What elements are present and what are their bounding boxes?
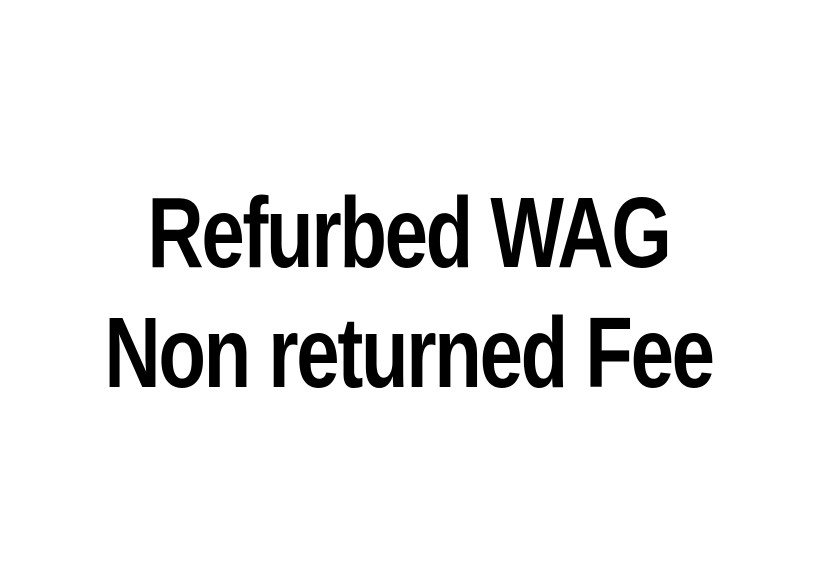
sign-line-1: Refurbed WAG <box>147 177 670 289</box>
sign-line-2: Non returned Fee <box>104 297 713 409</box>
